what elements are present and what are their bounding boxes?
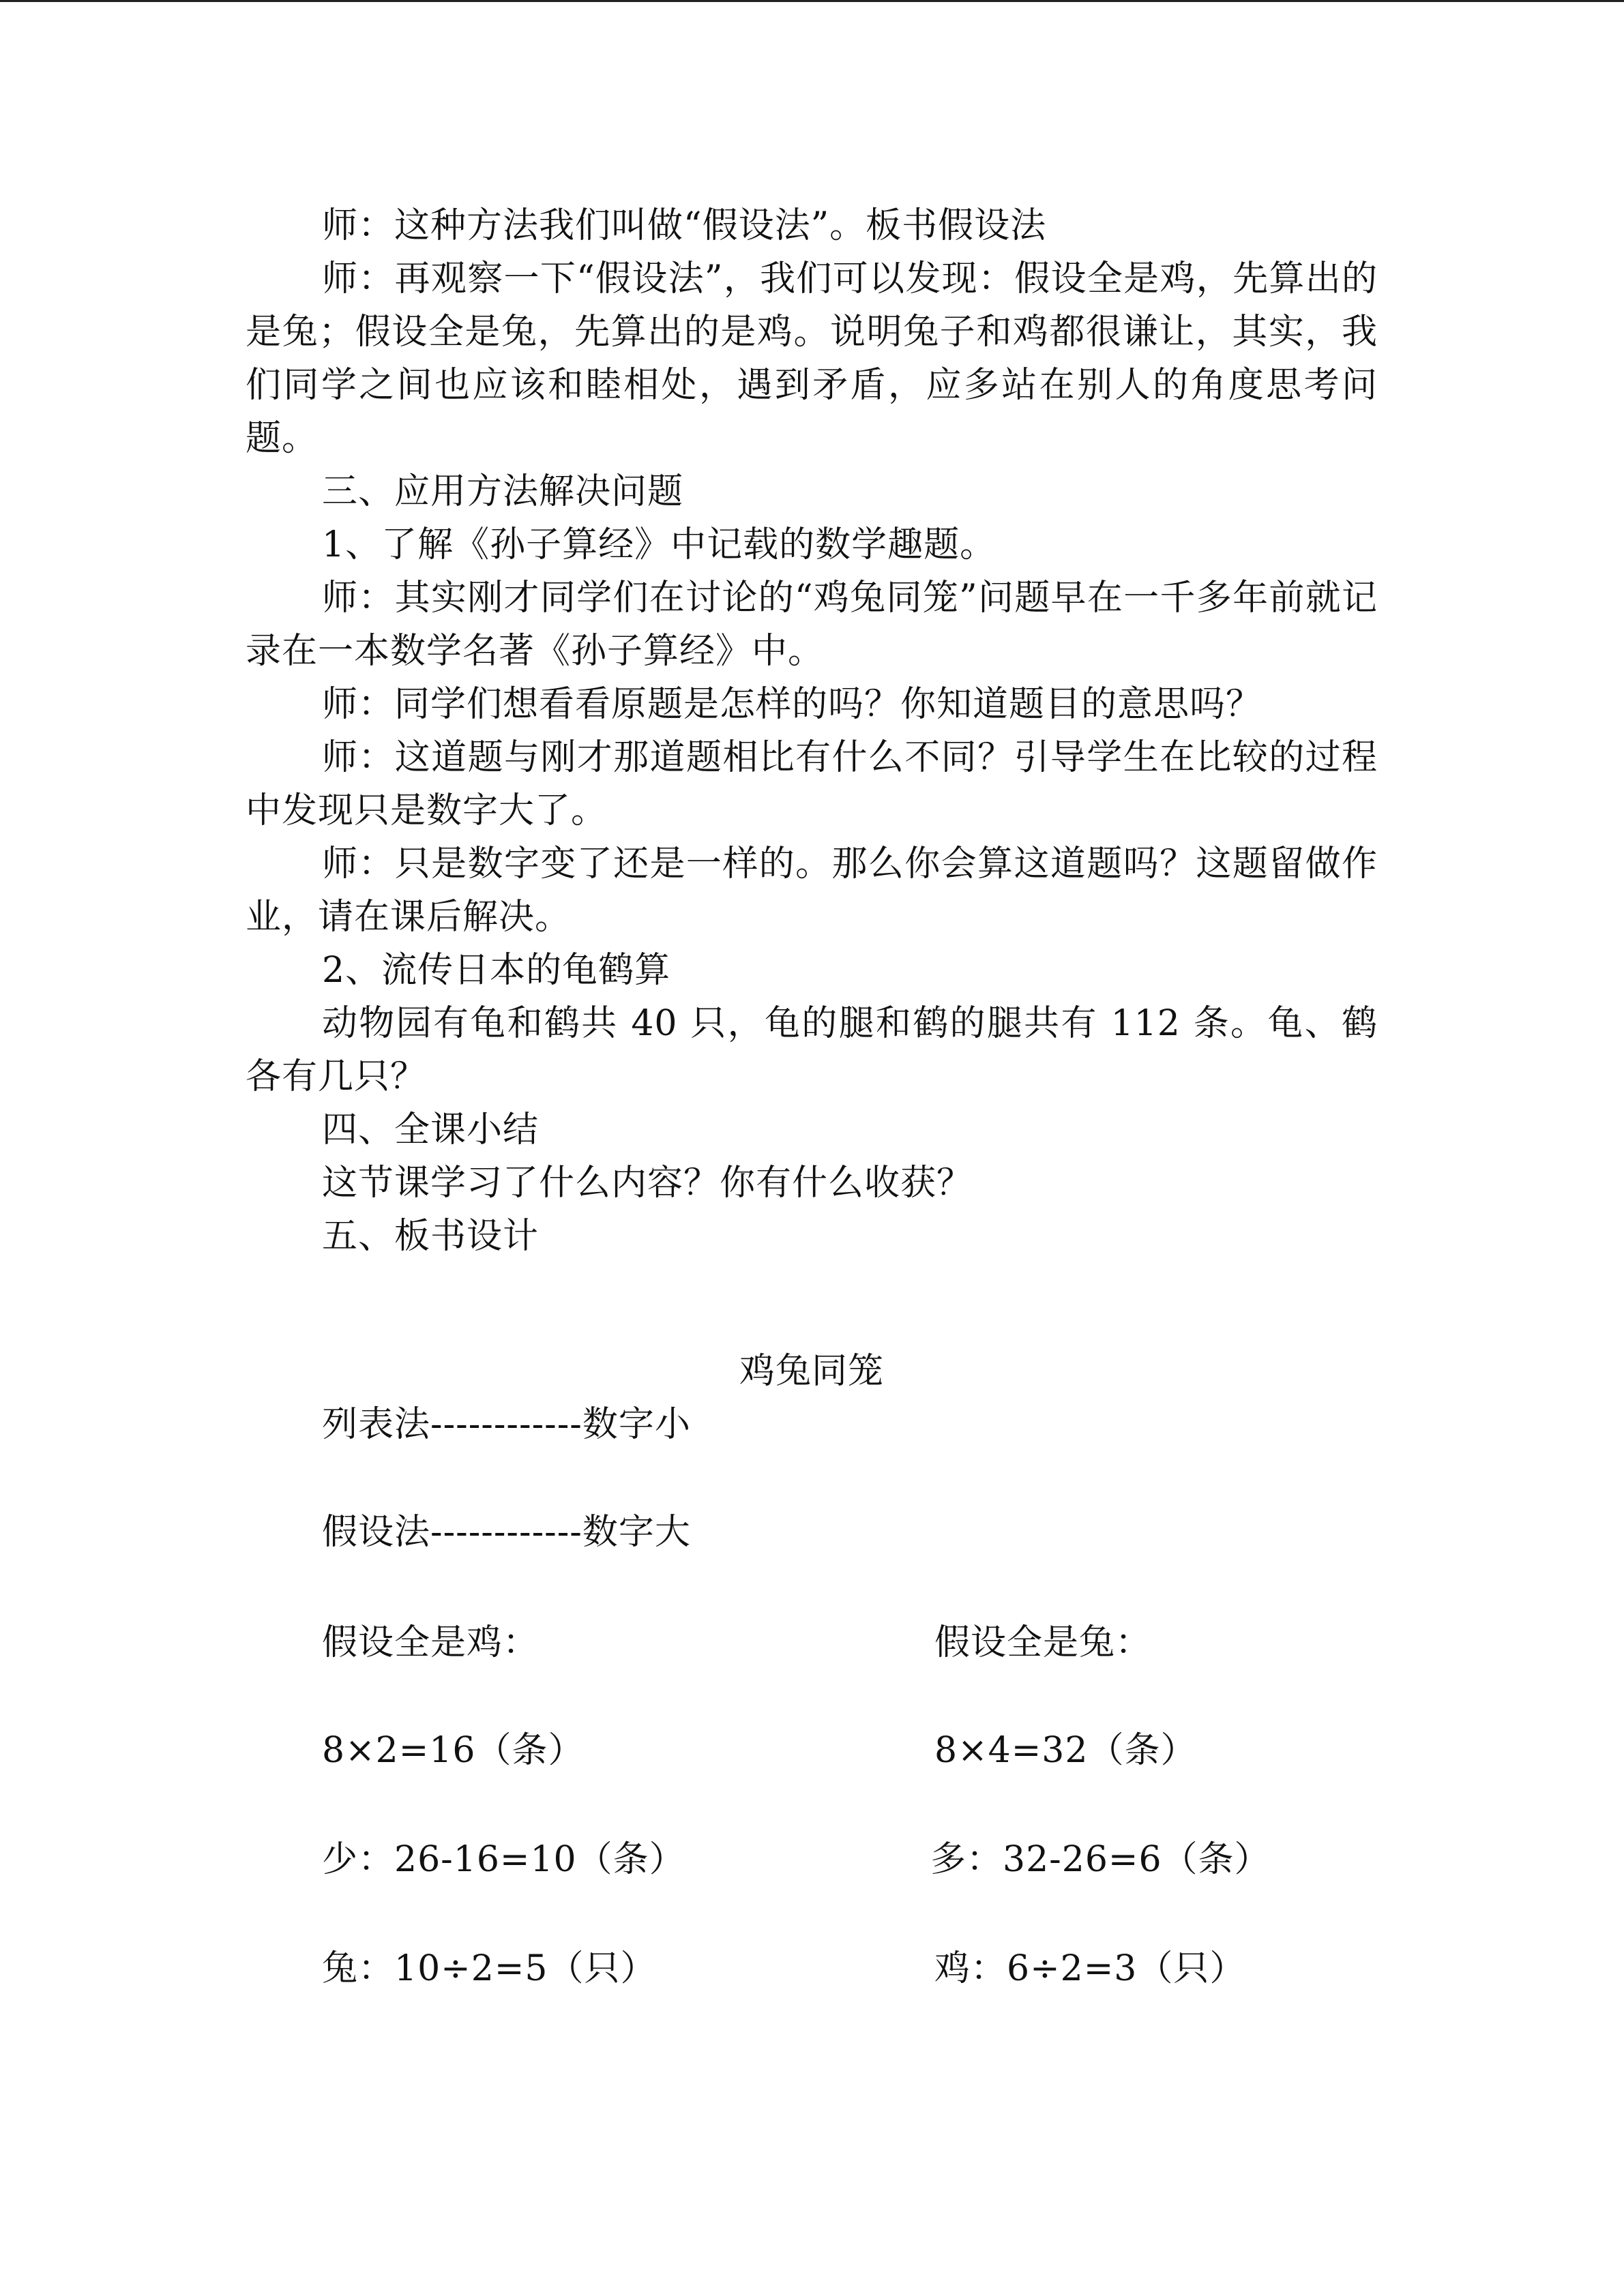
subheading-turtle-crane: 2、流传日本的龟鹤算 (322, 950, 671, 991)
paragraph-sunzi-history: 师：其实刚才同学们在讨论的“鸡兔同笼”问题早在一千多年前就记录在一本数学名著《孙子算经》中。 (246, 578, 1378, 672)
board-right-step1: 8×4=32（条） (934, 1730, 1197, 1771)
board-left-step3: 兔：10÷2=5（只） (322, 1948, 657, 1989)
paragraph-zoo-problem: 动物园有龟和鹤共 40 只，龟的腿和鹤的腿共有 112 条。龟、鹤各有几只？ (246, 1003, 1378, 1097)
subheading-sunzi: 1、了解《孙子算经》中记载的数学趣题。 (322, 524, 996, 565)
paragraph-method-name: 师：这种方法我们叫做“假设法”。板书假设法 (322, 205, 1047, 246)
board-right-step3: 鸡：6÷2=3（只） (934, 1948, 1246, 1989)
page-top-border (0, 0, 1624, 2)
body-text (246, 199, 1378, 1263)
board-method-assume: 假设法------------数字大 (322, 1512, 691, 1553)
paragraph-original-problem: 师：同学们想看看原题是怎样的吗？你知道题目的意思吗？ (322, 684, 1263, 725)
section-heading-board-design: 五、板书设计 (322, 1216, 540, 1257)
board-left-heading: 假设全是鸡： (322, 1622, 540, 1663)
board-right-heading: 假设全是兔： (934, 1622, 1152, 1663)
board-right-step2: 多：32-26=6（条） (930, 1839, 1271, 1880)
paragraph-summary-question: 这节课学习了什么内容？你有什么收获？ (322, 1163, 973, 1204)
paragraph-compare: 师：这道题与刚才那道题相比有什么不同？引导学生在比较的过程中发现只是数字大了。 (246, 737, 1378, 831)
board-left-step1: 8×2=16（条） (322, 1730, 585, 1771)
section-heading-summary: 四、全课小结 (322, 1109, 540, 1150)
board-title: 鸡兔同笼 (739, 1351, 884, 1392)
paragraph-homework: 师：只是数字变了还是一样的。那么你会算这道题吗？这题留做作业，请在课后解决。 (246, 844, 1378, 938)
document-page (246, 199, 1378, 1989)
board-method-table: 列表法------------数字小 (322, 1404, 691, 1445)
section-heading-apply: 三、应用方法解决问题 (322, 471, 684, 512)
board-left-step2: 少：26-16=10（条） (322, 1839, 685, 1880)
paragraph-observation: 师：再观察一下“假设法”，我们可以发现：假设全是鸡，先算出的是兔；假设全是兔，先算出的是鸡。说明兔子和鸡都很谦让，其实，我们同学之间也应该和睦相处，遇到矛盾，应多站在别人的角度思考问题。 (246, 258, 1378, 459)
